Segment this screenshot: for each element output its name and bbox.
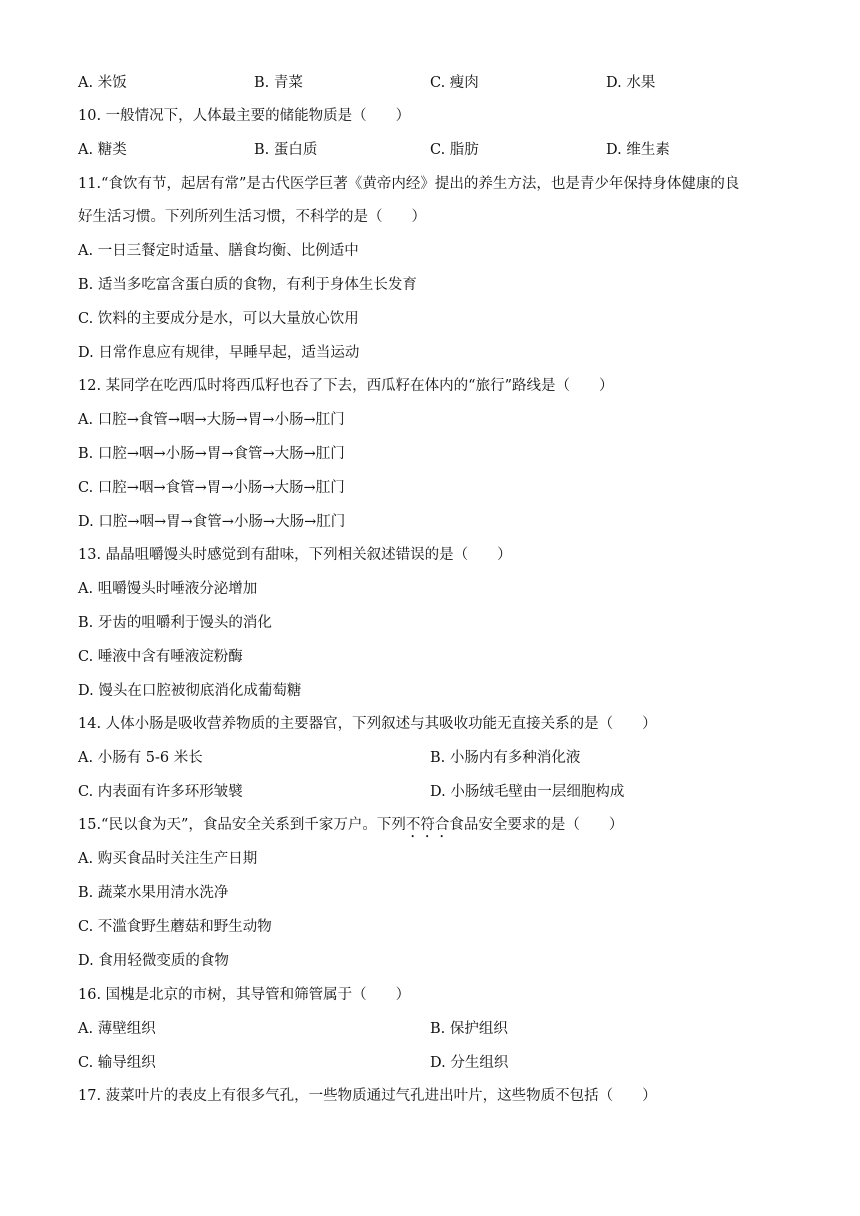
- q12-stem: 12. 某同学在吃西瓜时将西瓜籽也吞了下去，西瓜籽在体内的“旅行”路线是（ ）: [78, 378, 614, 394]
- q12-option-c[interactable]: C. 口腔→咽→食管→胃→小肠→大肠→肛门: [78, 480, 345, 496]
- q11-stem: 11.“食饮有节，起居有常”是古代医学巨著《黄帝内经》提出的养生方法，也是青少年保持身体健康的良: [78, 176, 740, 192]
- q15-option-a[interactable]: A. 购买食品时关注生产日期: [78, 851, 258, 867]
- q10-option-b[interactable]: B. 蛋白质: [254, 142, 318, 158]
- q14-option-b[interactable]: B. 小肠内有多种消化液: [430, 750, 581, 766]
- q15-emphasis-text: 不符合: [405, 817, 450, 833]
- q14-option-a[interactable]: A. 小肠有 5-6 米长: [78, 750, 203, 766]
- q13-option-c[interactable]: C. 唾液中含有唾液淀粉酶: [78, 649, 243, 665]
- q16-option-b[interactable]: B. 保护组织: [430, 1021, 508, 1037]
- q13-stem: 13. 晶晶咀嚼馒头时感觉到有甜味，下列相关叙述错误的是（ ）: [78, 547, 512, 563]
- q16-stem: 16. 国槐是北京的市树，其导管和筛管属于（ ）: [78, 987, 411, 1003]
- q11-option-d[interactable]: D. 日常作息应有规律，早睡早起，适当运动: [78, 345, 360, 361]
- q12-option-b[interactable]: B. 口腔→咽→小肠→胃→食管→大肠→肛门: [78, 446, 345, 462]
- q10-stem: 10. 一般情况下，人体最主要的储能物质是（ ）: [78, 108, 411, 124]
- q13-option-a[interactable]: A. 咀嚼馒头时唾液分泌增加: [78, 581, 258, 597]
- q14-option-c[interactable]: C. 内表面有许多环形皱襞: [78, 784, 243, 800]
- q10-option-a[interactable]: A. 糖类: [78, 142, 127, 158]
- q10-option-c[interactable]: C. 脂肪: [430, 142, 479, 158]
- q17-stem: 17. 菠菜叶片的表皮上有很多气孔，一些物质通过气孔进出叶片，这些物质不包括（ ）: [78, 1088, 657, 1104]
- q15-option-d[interactable]: D. 食用轻微变质的食物: [78, 953, 229, 969]
- q11-option-b[interactable]: B. 适当多吃富含蛋白质的食物，有利于身体生长发育: [78, 277, 417, 293]
- q9-option-a[interactable]: A. 米饭: [78, 75, 127, 91]
- q12-option-a[interactable]: A. 口腔→食管→咽→大肠→胃→小肠→肛门: [78, 412, 345, 428]
- q15-option-c[interactable]: C. 不滥食野生蘑菇和野生动物: [78, 919, 272, 935]
- q16-option-c[interactable]: C. 输导组织: [78, 1055, 156, 1071]
- q9-option-b[interactable]: B. 青菜: [254, 75, 303, 91]
- q15-option-b[interactable]: B. 蔬菜水果用清水洗净: [78, 885, 229, 901]
- q10-option-d[interactable]: D. 维生素: [606, 142, 670, 158]
- q15-stem: 15.“民以食为天”，食品安全关系到千家万户。下列不符合食品安全要求的是（ ）: [78, 817, 624, 833]
- q11-option-c[interactable]: C. 饮料的主要成分是水，可以大量放心饮用: [78, 311, 359, 327]
- q14-stem: 14. 人体小肠是吸收营养物质的主要器官，下列叙述与其吸收功能无直接关系的是（ ）: [78, 716, 657, 732]
- q14-option-d[interactable]: D. 小肠绒毛壁由一层细胞构成: [430, 784, 625, 800]
- q13-option-b[interactable]: B. 牙齿的咀嚼利于馒头的消化: [78, 615, 272, 631]
- q9-option-d[interactable]: D. 水果: [606, 75, 656, 91]
- q13-option-d[interactable]: D. 馒头在口腔被彻底消化成葡萄糖: [78, 683, 302, 699]
- q16-option-a[interactable]: A. 薄壁组织: [78, 1021, 156, 1037]
- q11-stem-continued: 好生活习惯。下列所列生活习惯，不科学的是（ ）: [78, 209, 426, 225]
- q16-option-d[interactable]: D. 分生组织: [430, 1055, 509, 1071]
- q12-option-d[interactable]: D. 口腔→咽→胃→食管→小肠→大肠→肛门: [78, 514, 346, 530]
- q9-option-c[interactable]: C. 瘦肉: [430, 75, 479, 91]
- q11-option-a[interactable]: A. 一日三餐定时适量、膳食均衡、比例适中: [78, 243, 359, 259]
